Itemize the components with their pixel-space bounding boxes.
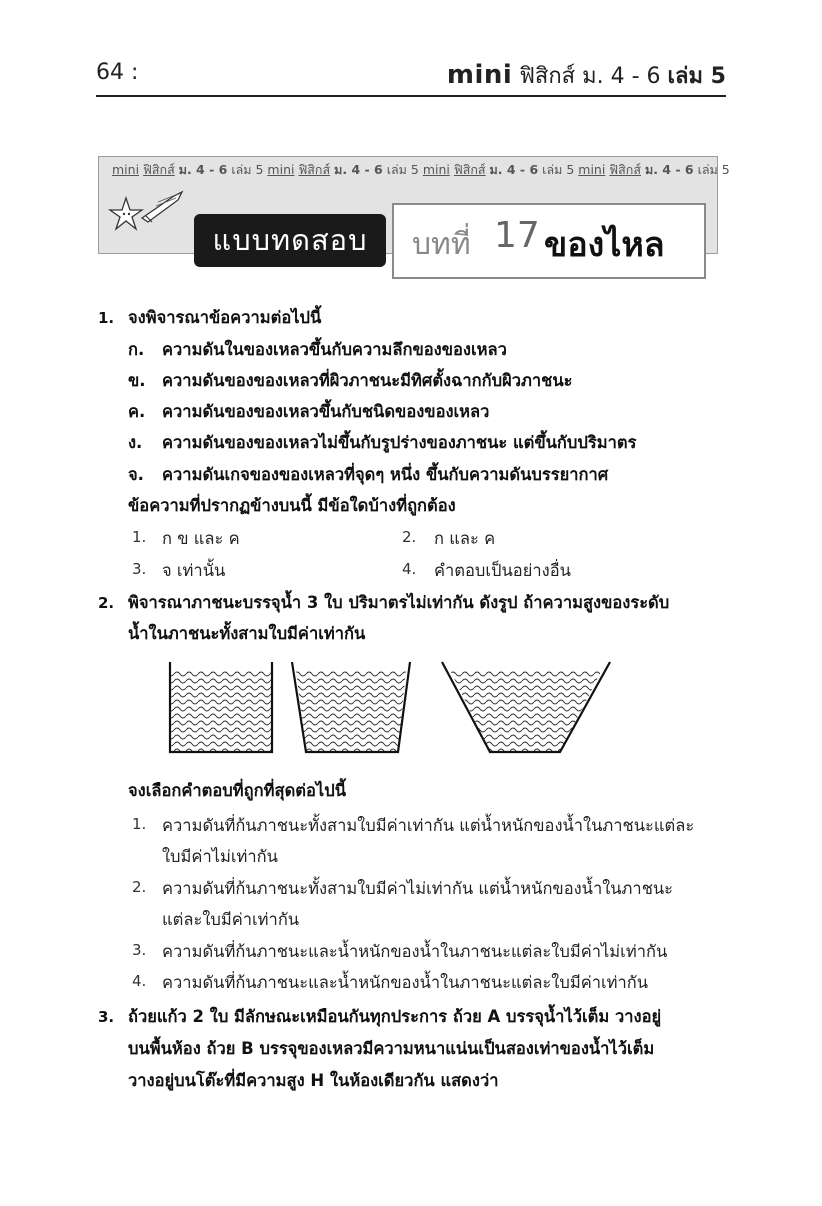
page-number: 64 :: [96, 60, 139, 85]
option-text: ความดันที่ก้นภาชนะและน้ำหนักของน้ำในภาชนะแต่ละใบมีค่าเท่ากัน: [162, 973, 649, 992]
running-header: [447, 58, 726, 93]
question-stem: วางอยู่บนโต๊ะที่มีความสูง H ในห้องเดียวกัน แสดงว่า: [128, 1071, 499, 1090]
chapter-number: 17: [494, 215, 540, 256]
strip-item: mini ฟิสิกส์ ม. 4 - 6 เล่ม 5: [578, 162, 730, 177]
question-prompt: ข้อความที่ปรากฏข้างบนนี้ มีข้อใดบ้างที่ถูกต้อง: [128, 496, 456, 515]
option-text-cont: แต่ละใบมีค่าเท่ากัน: [162, 910, 300, 929]
option-number: 1.: [132, 528, 147, 546]
option-text-cont: ใบมีค่าไม่เท่ากัน: [162, 847, 278, 866]
statement-text: ความดันของของเหลวขึ้นกับชนิดของของเหลว: [162, 402, 490, 421]
question-stem: บนพื้นห้อง ถ้วย B บรรจุของเหลวมีความหนาแน่นเป็นสองเท่าของน้ำไว้เต็ม: [128, 1039, 655, 1058]
statement-text: ความดันเกจของของเหลวที่จุดๆ หนึ่ง ขึ้นกับความดันบรรยากาศ: [162, 465, 609, 484]
header-subject: ฟิสิกส์ ม. 4 - 6: [519, 64, 661, 89]
question-number: 2.: [98, 594, 115, 612]
strip-item: mini ฟิสิกส์ ม. 4 - 6 เล่ม 5: [422, 162, 575, 177]
container-tapered: [292, 662, 410, 752]
option-number: 2.: [402, 528, 417, 546]
option-text: ก และ ค: [434, 529, 496, 548]
brand-mini: mini: [446, 60, 513, 90]
option-number: 3.: [132, 941, 147, 959]
chapter-title-box: [392, 203, 706, 279]
question-stem: พิจารณาภาชนะบรรจุน้ำ 3 ใบ ปริมาตรไม่เท่ากัน ดังรูป ถ้าความสูงของระดับ: [128, 593, 670, 612]
quill-star-icon: [112, 188, 192, 238]
option-text: ก ข และ ค: [162, 529, 240, 548]
option-number: 4.: [402, 560, 417, 578]
banner-strip: [112, 157, 730, 183]
question-stem: จงพิจารณาข้อความต่อไปนี้: [128, 308, 322, 327]
strip-item: mini ฟิสิกส์ ม. 4 - 6 เล่ม 5: [267, 162, 419, 177]
option-text: ความดันที่ก้นภาชนะและน้ำหนักของน้ำในภาชนะแต่ละใบมีค่าไม่เท่ากัน: [162, 942, 668, 961]
test-label: แบบทดสอบ: [194, 214, 386, 267]
question-prompt: จงเลือกคำตอบที่ถูกที่สุดต่อไปนี้: [128, 781, 346, 800]
question-stem: ถ้วยแก้ว 2 ใบ มีลักษณะเหมือนกันทุกประการ ถ้วย A บรรจุน้ำไว้เต็ม วางอยู่: [128, 1007, 662, 1026]
header-volume: เล่ม 5: [667, 64, 726, 89]
statement-label: ค.: [128, 402, 146, 421]
question-stem: น้ำในภาชนะทั้งสามใบมีค่าเท่ากัน: [128, 624, 366, 643]
option-number: 4.: [132, 972, 147, 990]
strip-item: mini ฟิสิกส์ ม. 4 - 6 เล่ม 5: [112, 162, 264, 177]
option-text: คำตอบเป็นอย่างอื่น: [434, 561, 571, 580]
option-number: 3.: [132, 560, 147, 578]
chapter-title: ของไหล: [544, 225, 665, 265]
question-number: 1.: [98, 309, 115, 327]
statement-label: จ.: [128, 465, 144, 484]
option-text: ความดันที่ก้นภาชนะทั้งสามใบมีค่าเท่ากัน แต่น้ำหนักของน้ำในภาชนะแต่ละ: [162, 816, 695, 835]
container-wide-flared: [442, 662, 610, 752]
statement-text: ความดันของของเหลวที่ผิวภาชนะมีทิศตั้งฉากกับผิวภาชนะ: [162, 371, 573, 390]
statement-text: ความดันในของเหลวขึ้นกับความลึกของของเหลว: [162, 340, 507, 359]
statement-label: ข.: [128, 371, 146, 390]
question-number: 3.: [98, 1008, 115, 1026]
option-text: ความดันที่ก้นภาชนะทั้งสามใบมีค่าไม่เท่ากัน แต่น้ำหนักของน้ำในภาชนะ: [162, 879, 674, 898]
containers-figure: [150, 656, 630, 760]
statement-text: ความดันของของเหลวไม่ขึ้นกับรูปร่างของภาชนะ แต่ขึ้นกับปริมาตร: [162, 433, 637, 452]
option-text: จ เท่านั้น: [162, 561, 226, 580]
statement-label: ง.: [128, 433, 143, 452]
option-number: 1.: [132, 815, 147, 833]
header-rule: [96, 95, 726, 97]
container-straight: [170, 662, 272, 752]
option-number: 2.: [132, 878, 147, 896]
statement-label: ก.: [128, 340, 145, 359]
chapter-word: บทที่: [412, 227, 471, 262]
